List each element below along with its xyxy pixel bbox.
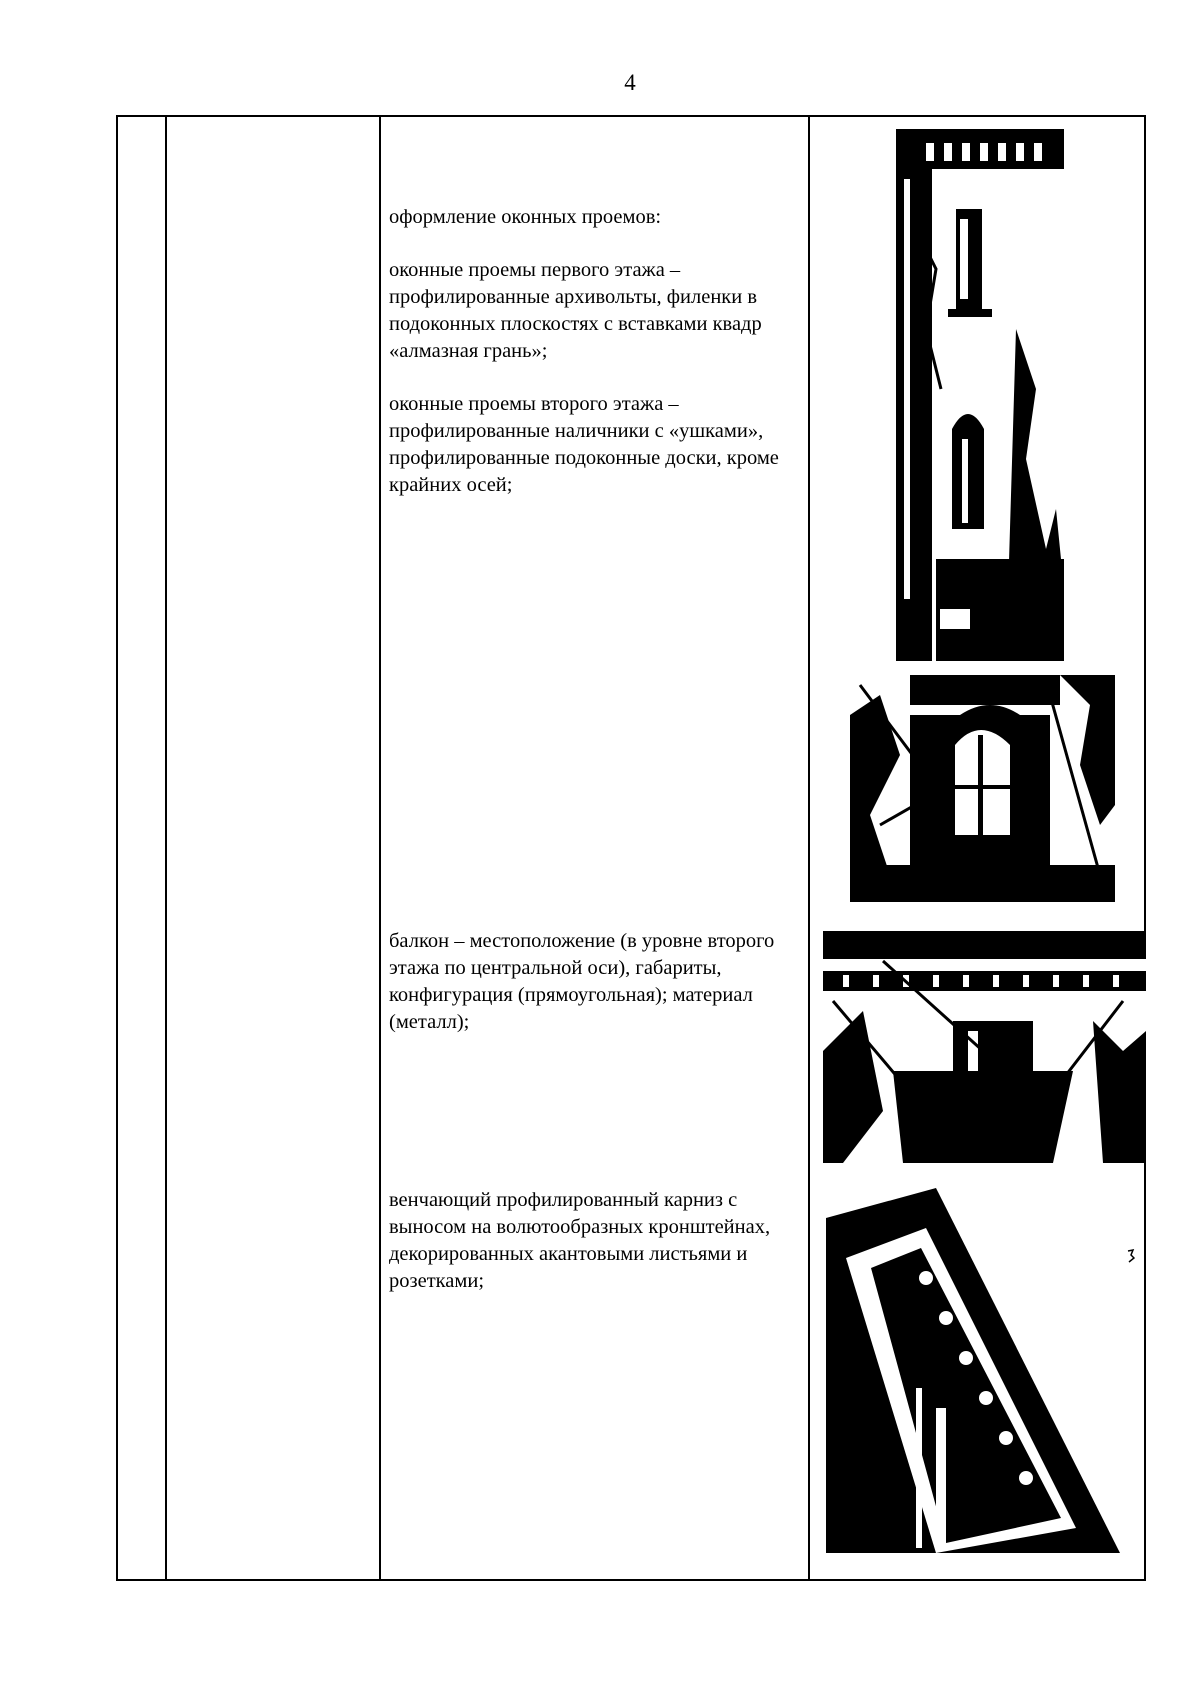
paragraph-window-design: оформление оконных проемов: bbox=[389, 206, 662, 228]
photo-arched-window bbox=[850, 675, 1115, 902]
description-cornice bbox=[389, 1187, 799, 1321]
paragraph-balcony: балкон – местоположение (в уровне второго этажа по центральной оси), габариты, конфигурация (прямоугольная); материал (металл); bbox=[389, 930, 775, 1033]
table-border-left bbox=[116, 115, 118, 1581]
description-windows bbox=[389, 204, 799, 525]
page-number: 4 bbox=[624, 70, 636, 95]
column-divider-3 bbox=[808, 115, 810, 1581]
table-border-right bbox=[1144, 115, 1146, 1581]
column-divider-2 bbox=[379, 115, 381, 1581]
description-balcony bbox=[389, 928, 799, 1062]
photo-facade-windows bbox=[896, 129, 1064, 661]
paragraph-cornice: венчающий профилированный карниз с выносом на волютообразных кронштейнах, декорированных акантовыми листьями и розетками; bbox=[389, 1189, 771, 1292]
table-border-top bbox=[116, 115, 1146, 117]
scan-mark bbox=[1127, 1249, 1135, 1263]
column-divider-1 bbox=[165, 115, 167, 1581]
photo-balcony bbox=[823, 931, 1146, 1163]
paragraph-first-floor-windows: оконные проемы первого этажа – профилированные архивольты, филенки в подоконных плоскостях с вставками квадр «алмазная грань»; bbox=[389, 259, 762, 362]
table-border-bottom bbox=[116, 1579, 1146, 1581]
paragraph-second-floor-windows: оконные проемы второго этажа – профилированные наличники с «ушками», профилированные подоконные доски, кроме крайних осей; bbox=[389, 393, 779, 496]
photo-cornice bbox=[826, 1188, 1120, 1553]
